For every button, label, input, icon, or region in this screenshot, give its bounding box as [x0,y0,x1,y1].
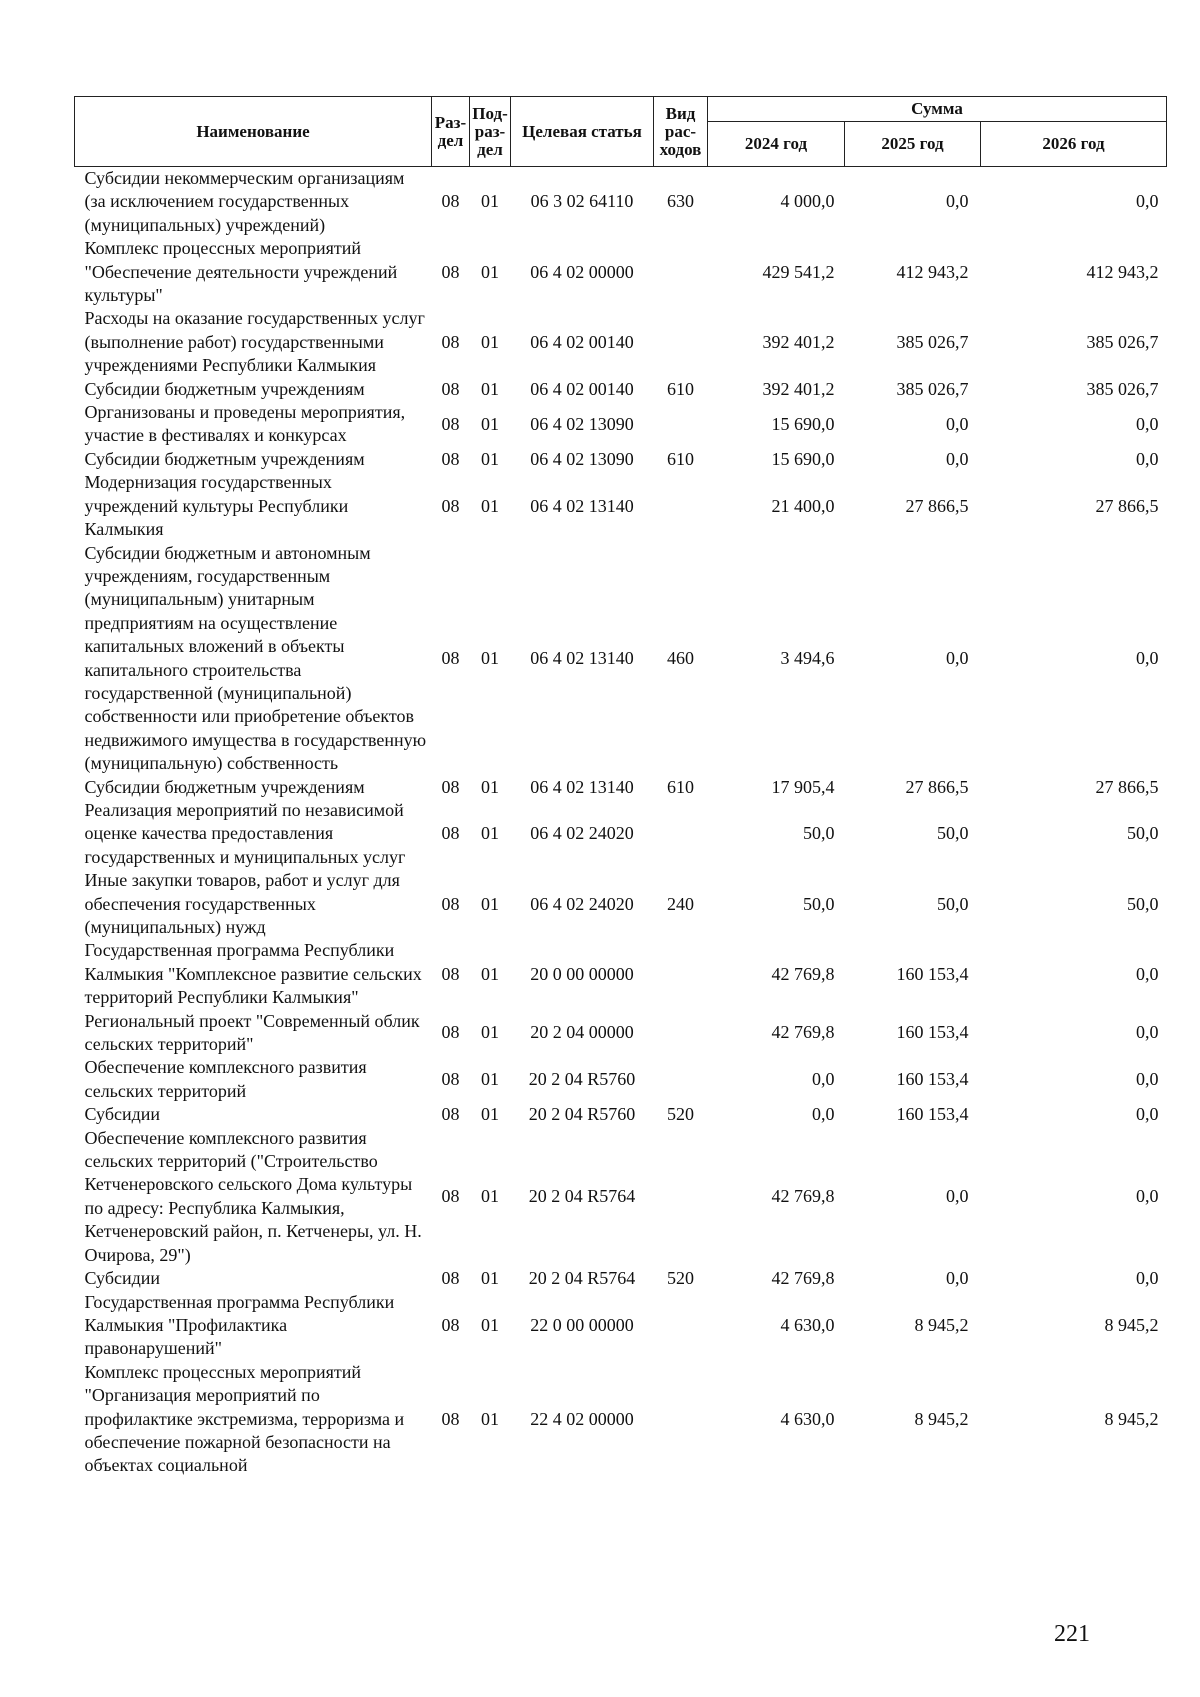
cell-2025: 160 153,4 [896,1104,969,1125]
cell-podrazdel: 01 [481,963,499,984]
cell-razdel: 08 [441,823,460,844]
cell-name: Субсидии бюджетным и автономным учреждениям, государственным (муниципальным) унитарным предприятиям на осуществление капитальных вложений в объекты капитального строительства государственной (муниципальной) собственности или приобретение объектов недвижимого имущества в государственную (муниципальную) собственность [84,542,427,774]
cell-celevaya-statya: 20 2 04 R5764 [528,1268,636,1289]
cell-vid-rashodov [654,237,708,307]
cell-podrazdel: 01 [481,413,499,434]
cell-2024: 4 000,0 [780,191,835,212]
cell-podrazdel: 01 [481,1408,499,1429]
col-header-2026: 2026 год [981,122,1167,167]
cell-2024: 50,0 [803,823,835,844]
cell-2026: 8 945,2 [1104,1408,1159,1429]
cell-name: Субсидии некоммерческим организациям (за исключением государственных (муниципальных) учреждений) [84,168,405,235]
col-header-2024: 2024 год [708,122,845,167]
cell-name: Модернизация государственных учреждений культуры Республики Калмыкия [84,472,349,540]
cell-name: Расходы на оказание государственных услуг (выполнение работ) государственными учреждениями Республики Калмыкия [84,308,425,376]
cell-razdel: 08 [441,448,460,469]
cell-podrazdel: 01 [481,893,499,914]
cell-razdel: 08 [441,963,460,984]
cell-2026: 50,0 [1127,893,1159,914]
table-row [75,1291,1167,1361]
table-row [75,1056,1167,1103]
cell-name: Региональный проект "Современный облик сельских территорий" [84,1010,420,1055]
table-row [75,939,1167,1009]
cell-celevaya-statya: 20 2 04 R5764 [528,1186,636,1207]
cell-vid-rashodov: 520 [667,1104,694,1125]
cell-celevaya-statya: 06 4 02 13140 [530,495,634,516]
cell-2024: 17 905,4 [771,776,835,797]
table-body [75,167,1167,1478]
cell-podrazdel: 01 [481,261,499,282]
col-header-celevaya-statya: Целевая статья [511,97,654,167]
table-row [75,799,1167,869]
cell-2025: 160 153,4 [896,963,969,984]
table-row [75,378,1167,401]
cell-2026: 50,0 [1127,823,1159,844]
table-row [75,471,1167,541]
cell-celevaya-statya: 06 4 02 13140 [530,776,634,797]
table-row [75,1361,1167,1478]
cell-2025: 27 866,5 [905,495,969,516]
cell-celevaya-statya: 06 4 02 24020 [530,823,634,844]
cell-podrazdel: 01 [481,191,499,212]
cell-name: Иные закупки товаров, работ и услуг для обеспечения государственных (муниципальных) нужд [84,870,400,937]
cell-2025: 385 026,7 [896,378,969,399]
cell-name: Субсидии бюджетным учреждениям [84,776,365,797]
cell-2026: 412 943,2 [1086,261,1159,282]
cell-vid-rashodov: 610 [667,378,694,399]
budget-document [74,96,1166,1478]
cell-vid-rashodov [654,1056,708,1103]
cell-celevaya-statya: 06 4 02 00140 [530,378,634,399]
cell-celevaya-statya: 06 4 02 24020 [530,893,634,914]
cell-celevaya-statya: 06 4 02 00000 [530,261,634,282]
col-header-name: Наименование [75,97,432,167]
table-row [75,448,1167,471]
cell-podrazdel: 01 [481,378,499,399]
cell-2025: 160 153,4 [896,1069,969,1090]
cell-2024: 42 769,8 [771,1268,835,1289]
cell-2024: 0,0 [812,1104,835,1125]
cell-2024: 15 690,0 [771,448,835,469]
cell-vid-rashodov [654,1127,708,1267]
cell-2026: 0,0 [1136,1104,1159,1125]
cell-vid-rashodov: 610 [667,776,694,797]
cell-vid-rashodov [654,799,708,869]
cell-2026: 0,0 [1136,647,1159,668]
cell-razdel: 08 [441,1069,460,1090]
cell-2025: 0,0 [946,413,969,434]
cell-2025: 8 945,2 [914,1314,969,1335]
cell-razdel: 08 [441,1104,460,1125]
cell-razdel: 08 [441,413,460,434]
cell-2025: 50,0 [937,823,969,844]
cell-razdel: 08 [441,776,460,797]
cell-vid-rashodov [654,1361,708,1478]
page-number: 221 [1054,1621,1090,1647]
cell-celevaya-statya: 20 2 04 R5760 [528,1069,636,1090]
cell-podrazdel: 01 [481,1186,499,1207]
cell-2025: 385 026,7 [896,331,969,352]
cell-name: Комплекс процессных мероприятий "Организация мероприятий по профилактике экстремизма, терроризма и обеспечение пожарной безопасности на объектах социальной [84,1361,405,1476]
cell-2025: 8 945,2 [914,1408,969,1429]
cell-name: Государственная программа Республики Калмыкия "Комплексное развитие сельских территорий Республики Калмыкия" [84,940,422,1008]
cell-2026: 0,0 [1136,1069,1159,1090]
cell-razdel: 08 [441,647,460,668]
cell-2025: 160 153,4 [896,1022,969,1043]
cell-celevaya-statya: 22 0 00 00000 [530,1314,634,1335]
cell-name: Субсидии [84,1268,161,1289]
cell-2024: 392 401,2 [762,378,835,399]
cell-2024: 4 630,0 [780,1408,835,1429]
cell-2024: 21 400,0 [771,495,835,516]
table-header [75,97,1167,167]
cell-podrazdel: 01 [481,448,499,469]
cell-2024: 42 769,8 [771,1186,835,1207]
cell-vid-rashodov: 460 [667,647,694,668]
cell-2024: 15 690,0 [771,413,835,434]
table-row [75,307,1167,377]
table-row [75,869,1167,939]
cell-name: Субсидии бюджетным учреждениям [84,448,365,469]
cell-2026: 0,0 [1136,448,1159,469]
cell-razdel: 08 [441,1314,460,1335]
cell-2025: 27 866,5 [905,776,969,797]
cell-2026: 8 945,2 [1104,1314,1159,1335]
cell-celevaya-statya: 20 0 00 00000 [530,963,634,984]
cell-vid-rashodov [654,471,708,541]
cell-2024: 0,0 [812,1069,835,1090]
cell-name: Субсидии бюджетным учреждениям [84,378,365,399]
cell-celevaya-statya: 20 2 04 00000 [530,1022,634,1043]
cell-podrazdel: 01 [481,776,499,797]
cell-vid-rashodov [654,1010,708,1057]
cell-razdel: 08 [441,893,460,914]
cell-2024: 392 401,2 [762,331,835,352]
cell-2025: 0,0 [946,1186,969,1207]
cell-podrazdel: 01 [481,1104,499,1125]
cell-podrazdel: 01 [481,1069,499,1090]
cell-podrazdel: 01 [481,495,499,516]
cell-2026: 0,0 [1136,413,1159,434]
cell-celevaya-statya: 06 4 02 13140 [530,647,634,668]
cell-2025: 0,0 [946,448,969,469]
cell-name: Комплекс процессных мероприятий "Обеспечение деятельности учреждений культуры" [84,238,398,306]
cell-vid-rashodov [654,939,708,1009]
cell-2024: 3 494,6 [780,647,835,668]
cell-name: Субсидии [84,1104,161,1125]
cell-celevaya-statya: 06 3 02 64110 [530,191,634,212]
table-row [75,237,1167,307]
cell-2026: 27 866,5 [1095,776,1159,797]
cell-celevaya-statya: 06 4 02 13090 [530,448,634,469]
table-row [75,542,1167,776]
col-header-podrazdel: Под-раз-дел [470,97,511,167]
cell-2024: 42 769,8 [771,963,835,984]
cell-razdel: 08 [441,1186,460,1207]
cell-2025: 0,0 [946,647,969,668]
table-row [75,1010,1167,1057]
cell-vid-rashodov [654,401,708,448]
cell-2024: 429 541,2 [762,261,835,282]
table-row [75,401,1167,448]
cell-celevaya-statya: 20 2 04 R5760 [528,1104,636,1125]
cell-2025: 50,0 [937,893,969,914]
cell-2026: 27 866,5 [1095,495,1159,516]
cell-name: Реализация мероприятий по независимой оценке качества предоставления государственных и муниципальных услуг [84,799,406,867]
cell-2026: 0,0 [1136,1022,1159,1043]
cell-podrazdel: 01 [481,647,499,668]
cell-celevaya-statya: 06 4 02 00140 [530,331,634,352]
cell-2026: 0,0 [1136,191,1159,212]
cell-podrazdel: 01 [481,1314,499,1335]
cell-vid-rashodov [654,1291,708,1361]
cell-razdel: 08 [441,378,460,399]
cell-name: Государственная программа Республики Калмыкия "Профилактика правонарушений" [84,1291,395,1359]
cell-razdel: 08 [441,191,460,212]
col-header-2025: 2025 год [845,122,981,167]
table-row [75,1103,1167,1126]
table-row [75,1267,1167,1290]
cell-2024: 50,0 [803,893,835,914]
cell-2026: 385 026,7 [1086,378,1159,399]
cell-vid-rashodov [654,307,708,377]
cell-2025: 0,0 [946,191,969,212]
col-header-summa: Сумма [708,97,1167,122]
cell-razdel: 08 [441,331,460,352]
table-row [75,167,1167,238]
cell-podrazdel: 01 [481,823,499,844]
cell-podrazdel: 01 [481,1268,499,1289]
cell-2026: 385 026,7 [1086,331,1159,352]
cell-vid-rashodov: 240 [667,893,694,914]
cell-2025: 412 943,2 [896,261,969,282]
cell-celevaya-statya: 06 4 02 13090 [530,413,634,434]
budget-table [74,96,1167,1478]
cell-vid-rashodov: 610 [667,448,694,469]
table-row [75,1127,1167,1267]
cell-podrazdel: 01 [481,331,499,352]
cell-name: Обеспечение комплексного развития сельских территорий [84,1057,367,1101]
cell-razdel: 08 [441,495,460,516]
cell-razdel: 08 [441,261,460,282]
cell-2024: 4 630,0 [780,1314,835,1335]
col-header-vid-rashodov: Вид рас-ходов [654,97,708,167]
cell-podrazdel: 01 [481,1022,499,1043]
cell-vid-rashodov: 520 [667,1268,694,1289]
cell-2024: 42 769,8 [771,1022,835,1043]
cell-2026: 0,0 [1136,963,1159,984]
cell-razdel: 08 [441,1268,460,1289]
cell-name: Обеспечение комплексного развития сельских территорий ("Строительство Кетченеровского сельского Дома культуры по адресу: Республика Калмыкия, Кетченеровский район, п. Кетченеры, ул. Н. Очирова, 29") [84,1127,422,1265]
cell-razdel: 08 [441,1408,460,1429]
cell-2026: 0,0 [1136,1268,1159,1289]
cell-vid-rashodov: 630 [667,191,694,212]
col-header-razdel: Раз-дел [432,97,470,167]
cell-2025: 0,0 [946,1268,969,1289]
cell-celevaya-statya: 22 4 02 00000 [530,1408,634,1429]
table-row [75,776,1167,799]
cell-2026: 0,0 [1136,1186,1159,1207]
cell-name: Организованы и проведены мероприятия, участие в фестивалях и конкурсах [84,402,406,446]
cell-razdel: 08 [441,1022,460,1043]
